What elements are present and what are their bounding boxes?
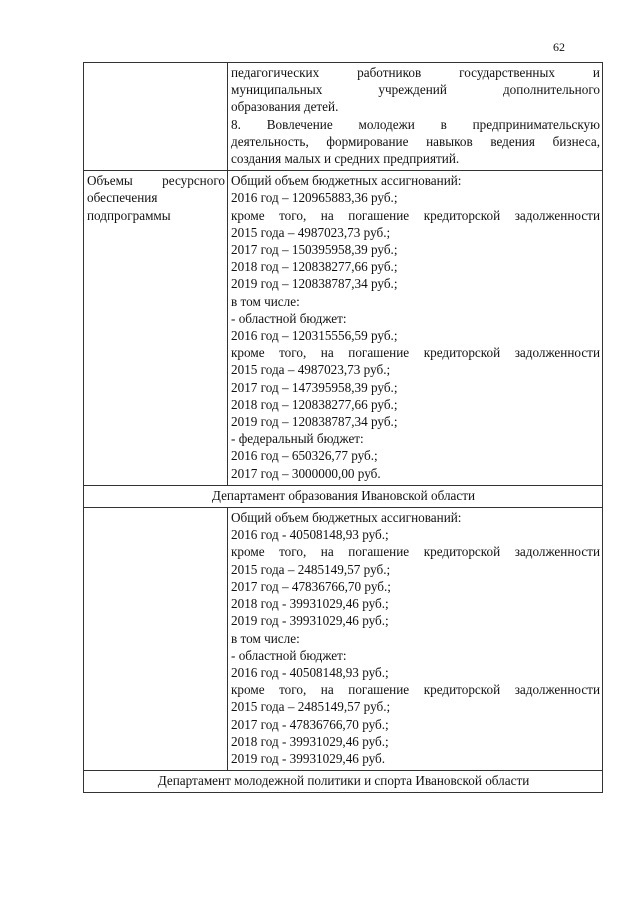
text-line: создания малых и средних предприятий. (231, 151, 460, 167)
row2-label-cell (84, 171, 228, 486)
text-line: 2018 год – 120838277,66 руб.; (231, 259, 398, 275)
text-line: 2017 год – 150395958,39 руб.; (231, 242, 398, 258)
text-line: в том числе: (231, 630, 300, 646)
page-number: 62 (553, 40, 565, 54)
department-education-heading: Департамент образования Ивановской области (84, 485, 603, 507)
text-line: 2019 год - 39931029,46 руб. (231, 750, 386, 766)
text-line: 8. Вовлечение молодежи в предпринимательскую (231, 116, 600, 132)
text-line: 2017 год – 147395958,39 руб.; (231, 379, 398, 395)
row-label-line: Объемы ресурсного (87, 173, 225, 189)
text-line: 2019 год – 120838787,34 руб.; (231, 414, 398, 430)
text-line: Общий объем бюджетных ассигнований: (231, 173, 462, 189)
text-line: 2017 год - 47836766,70 руб.; (231, 716, 389, 732)
row-label-line: обеспечения (87, 190, 158, 206)
text-line: - областной бюджет: (231, 310, 347, 326)
text-line: 2015 года – 2485149,57 руб.; (231, 561, 391, 577)
text-line: кроме того, на погашение кредиторской задолженности (231, 544, 600, 560)
text-line: 2019 год - 39931029,46 руб.; (231, 613, 389, 629)
text-line: - областной бюджет: (231, 647, 347, 663)
text-line: кроме того, на погашение кредиторской задолженности (231, 207, 600, 223)
text-line: 2016 год - 40508148,93 руб.; (231, 664, 389, 680)
text-line: кроме того, на погашение кредиторской задолженности (231, 345, 600, 361)
text-line: образования детей. (231, 99, 339, 115)
text-line: Общий объем бюджетных ассигнований: (231, 510, 462, 526)
text-line: 2017 год – 3000000,00 руб. (231, 465, 381, 481)
department-youth-sport-heading: Департамент молодежной политики и спорта Ивановской области (84, 771, 603, 793)
text-line: деятельность, формирование навыков ведения бизнеса, (231, 133, 600, 149)
row1-label-cell (84, 63, 228, 171)
text-line: 2018 год - 39931029,46 руб.; (231, 733, 389, 749)
text-line: 2016 год - 40508148,93 руб.; (231, 527, 389, 543)
text-line: 2019 год – 120838787,34 руб.; (231, 276, 398, 292)
text-line: педагогических работников государственных и (231, 65, 600, 80)
table-row (84, 485, 603, 507)
text-line: 2015 года – 4987023,73 руб.; (231, 362, 391, 378)
text-line: 2018 год - 39931029,46 руб.; (231, 596, 389, 612)
table-row (84, 771, 603, 793)
table-row (84, 171, 603, 486)
row1-content-cell (228, 63, 603, 171)
row-label-line: подпрограммы (87, 207, 171, 223)
text-line: 2018 год – 120838277,66 руб.; (231, 396, 398, 412)
table-row (84, 63, 603, 171)
row4-content-cell (228, 508, 603, 771)
text-line: - федеральный бюджет: (231, 431, 364, 447)
table-row (84, 508, 603, 771)
text-line: кроме того, на погашение кредиторской задолженности (231, 682, 600, 698)
text-line: в том числе: (231, 293, 300, 309)
text-line: муниципальных учреждений дополнительного (231, 82, 600, 98)
text-line: 2016 год – 650326,77 руб.; (231, 448, 378, 464)
text-line: 2017 год – 47836766,70 руб.; (231, 578, 391, 594)
text-line: 2016 год – 120965883,36 руб.; (231, 190, 398, 206)
text-line: 2015 года – 4987023,73 руб.; (231, 224, 391, 240)
subprogram-table (83, 62, 603, 793)
text-line: 2016 год – 120315556,59 руб.; (231, 328, 398, 344)
text-line: 2015 года – 2485149,57 руб.; (231, 699, 391, 715)
row2-content-cell (228, 171, 603, 486)
row4-label-cell (84, 508, 228, 771)
